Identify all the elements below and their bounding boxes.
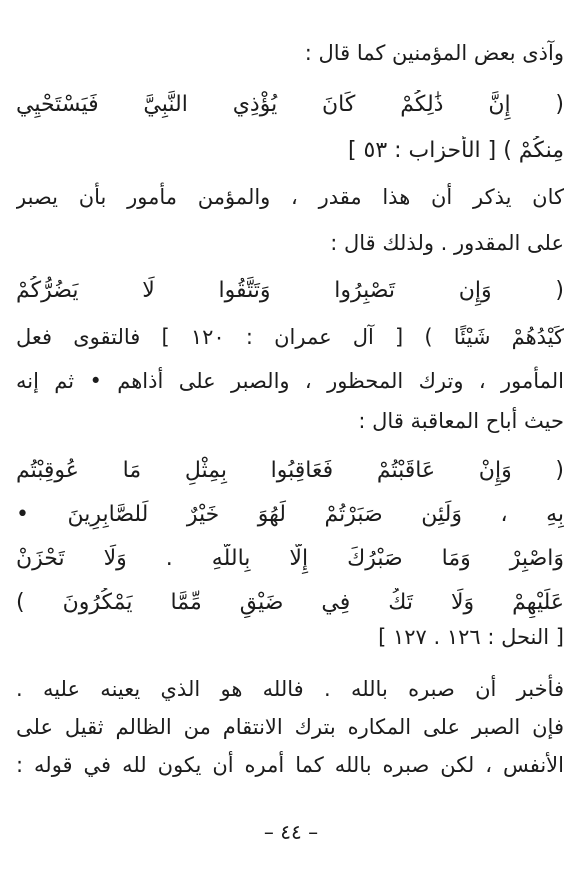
text-line-16: فإن الصبر على المكاره بترك الانتقام من الظالم ثقيل على [16, 715, 564, 739]
text-line-15: فأخبر أن صبره بالله . فالله هو الذي يعينه عليه . [16, 677, 564, 701]
quran-verse-line-13: عَلَيْهِمْ وَلَا تَكُ فِي ضَيْقٍ مِّمَّا يَمْكُرُونَ ) [16, 590, 564, 615]
text-line-4: كان يذكر أن هذا مقدر ، والمؤمن مأمور بأن يصبر [16, 185, 564, 209]
quran-verse-line-11: بِهِ ، وَلَئِن صَبَرْتُمْ لَهُوَ خَيْرٌ لِّلصَّابِرِينَ • [16, 502, 564, 527]
text-line-14: [ النحل : ١٢٦ . ١٢٧ ] [378, 625, 564, 649]
quran-verse-line-2: ( إِنَّ ذَٰلِكُمْ كَانَ يُؤْذِي النَّبِيَّ فَيَسْتَحْيِي [16, 92, 564, 117]
quran-verse-line-12: وَاصْبِرْ وَمَا صَبْرُكَ إِلَّا بِاللَّهِ . وَلَا تَحْزَنْ [16, 546, 564, 571]
quran-verse-line-10: ( وَإِنْ عَاقَبْتُمْ فَعَاقِبُوا بِمِثْلِ مَا عُوقِبْتُم [16, 458, 564, 483]
text-line-1: وآذى بعض المؤمنين كما قال : [304, 41, 564, 65]
text-line-8: المأمور ، وترك المحظور ، والصبر على أذاهم • ثم إنه [16, 369, 564, 393]
text-line-7: كَيْدُهُمْ شَيْئًا ) [ آل عمران : ١٢٠ ] فالتقوى فعل [16, 325, 564, 349]
text-line-5: على المقدور . ولذلك قال : [330, 231, 564, 255]
text-line-9: حيث أباح المعاقبة قال : [358, 409, 564, 433]
text-line-17: الأنفس ، لكن صبره بالله كما أمره أن يكون لله في قوله : [16, 753, 564, 777]
quran-verse-line-6: ( وَإِن تَصْبِرُوا وَتَتَّقُوا لَا يَضُرُّكُمْ [16, 278, 564, 303]
quran-verse-line-3: مِنكُمْ ) [ الأحزاب : ٥٣ ] [347, 138, 564, 163]
page-number: – ٤٤ – [263, 820, 319, 844]
